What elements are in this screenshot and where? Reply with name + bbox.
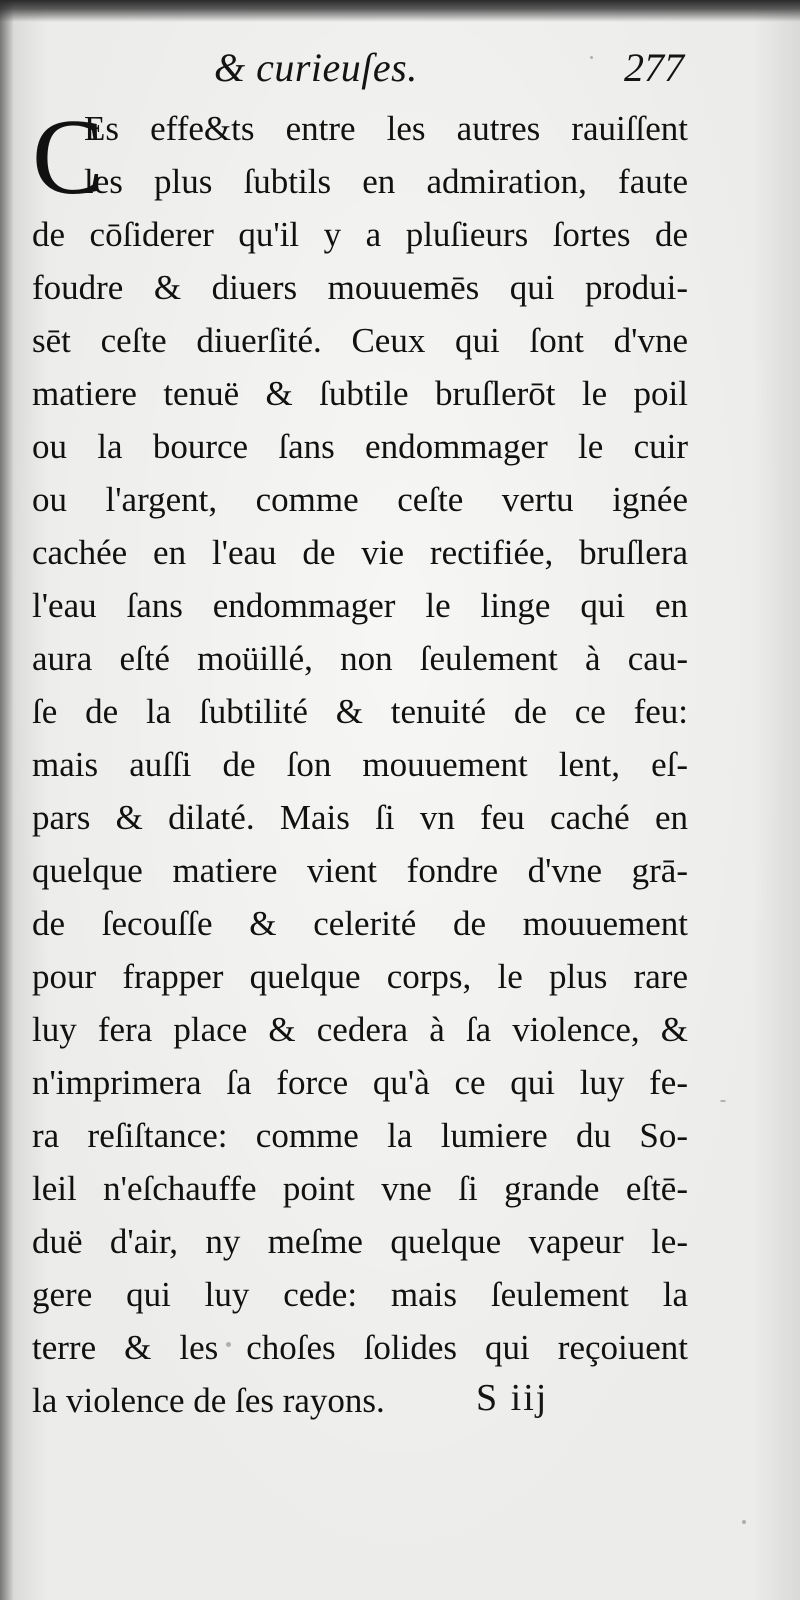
text-line: quelque matiere vient fondre d'vne grā- <box>32 851 688 890</box>
text-line: sēt ceſte diuerſité. Ceux qui ſont d'vne <box>32 321 688 360</box>
paper-speck <box>226 1342 231 1347</box>
text-line: l'eau ſans endommager le linge qui en <box>32 586 688 625</box>
text-line: terre & les choſes ſolides qui reçoiuent <box>32 1328 688 1367</box>
text-line: gere qui luy cede: mais ſeulement la <box>32 1275 688 1314</box>
text-line: leil n'eſchauffe point vne ſi grande eſtē- <box>32 1169 688 1208</box>
text-line: foudre & diuers mouuemēs qui produi- <box>32 268 688 307</box>
text-line: de ſecouſſe & celerité de mouuement <box>32 904 688 943</box>
text-line: pour frapper quelque corps, le plus rare <box>32 957 688 996</box>
text-line: ſe de la ſubtilité & tenuité de ce feu: <box>32 692 688 731</box>
text-line: les plus ſubtils en admiration, faute <box>84 162 688 201</box>
text-line: n'imprimera ſa force qu'à ce qui luy fe- <box>32 1063 688 1102</box>
text-line: mais auſſi de ſon mouuement lent, eſ- <box>32 745 688 784</box>
text-line: la violence de ſes rayons. <box>32 1381 385 1420</box>
paper-speck <box>720 1100 726 1102</box>
paper-speck <box>742 1520 746 1524</box>
text-line: pars & dilaté. Mais ſi vn feu caché en <box>32 798 688 837</box>
text-line: Es effe&ts entre les autres rauiſſent <box>84 109 688 148</box>
text-line: duë d'air, ny meſme quelque vapeur le- <box>32 1222 688 1261</box>
drop-cap: C <box>32 98 105 217</box>
text-line: ou la bource ſans endommager le cuir <box>32 427 688 466</box>
text-line: ou l'argent, comme ceſte vertu ignée <box>32 480 688 519</box>
page-number: 277 <box>624 45 684 90</box>
text-line: cachée en l'eau de vie rectifiée, bruſlera <box>32 533 688 572</box>
running-head-title: & curieuſes. <box>214 45 418 90</box>
text-line: de cōſiderer qu'il y a pluſieurs ſortes de <box>32 215 688 254</box>
text-line: ra reſiſtance: comme la lumiere du So- <box>32 1116 688 1155</box>
running-head <box>214 44 694 104</box>
page-top-shadow <box>0 0 800 22</box>
body-text <box>32 98 692 1427</box>
page-gutter-shadow <box>0 0 14 1600</box>
text-line: aura eſté moüillé, non ſeulement à cau- <box>32 639 688 678</box>
signature-mark: S iij <box>476 1377 549 1419</box>
paper-speck <box>590 56 593 59</box>
text-line: luy fera place & cedera à ſa violence, & <box>32 1010 688 1049</box>
text-line: matiere tenuë & ſubtile bruſlerōt le poil <box>32 374 688 413</box>
